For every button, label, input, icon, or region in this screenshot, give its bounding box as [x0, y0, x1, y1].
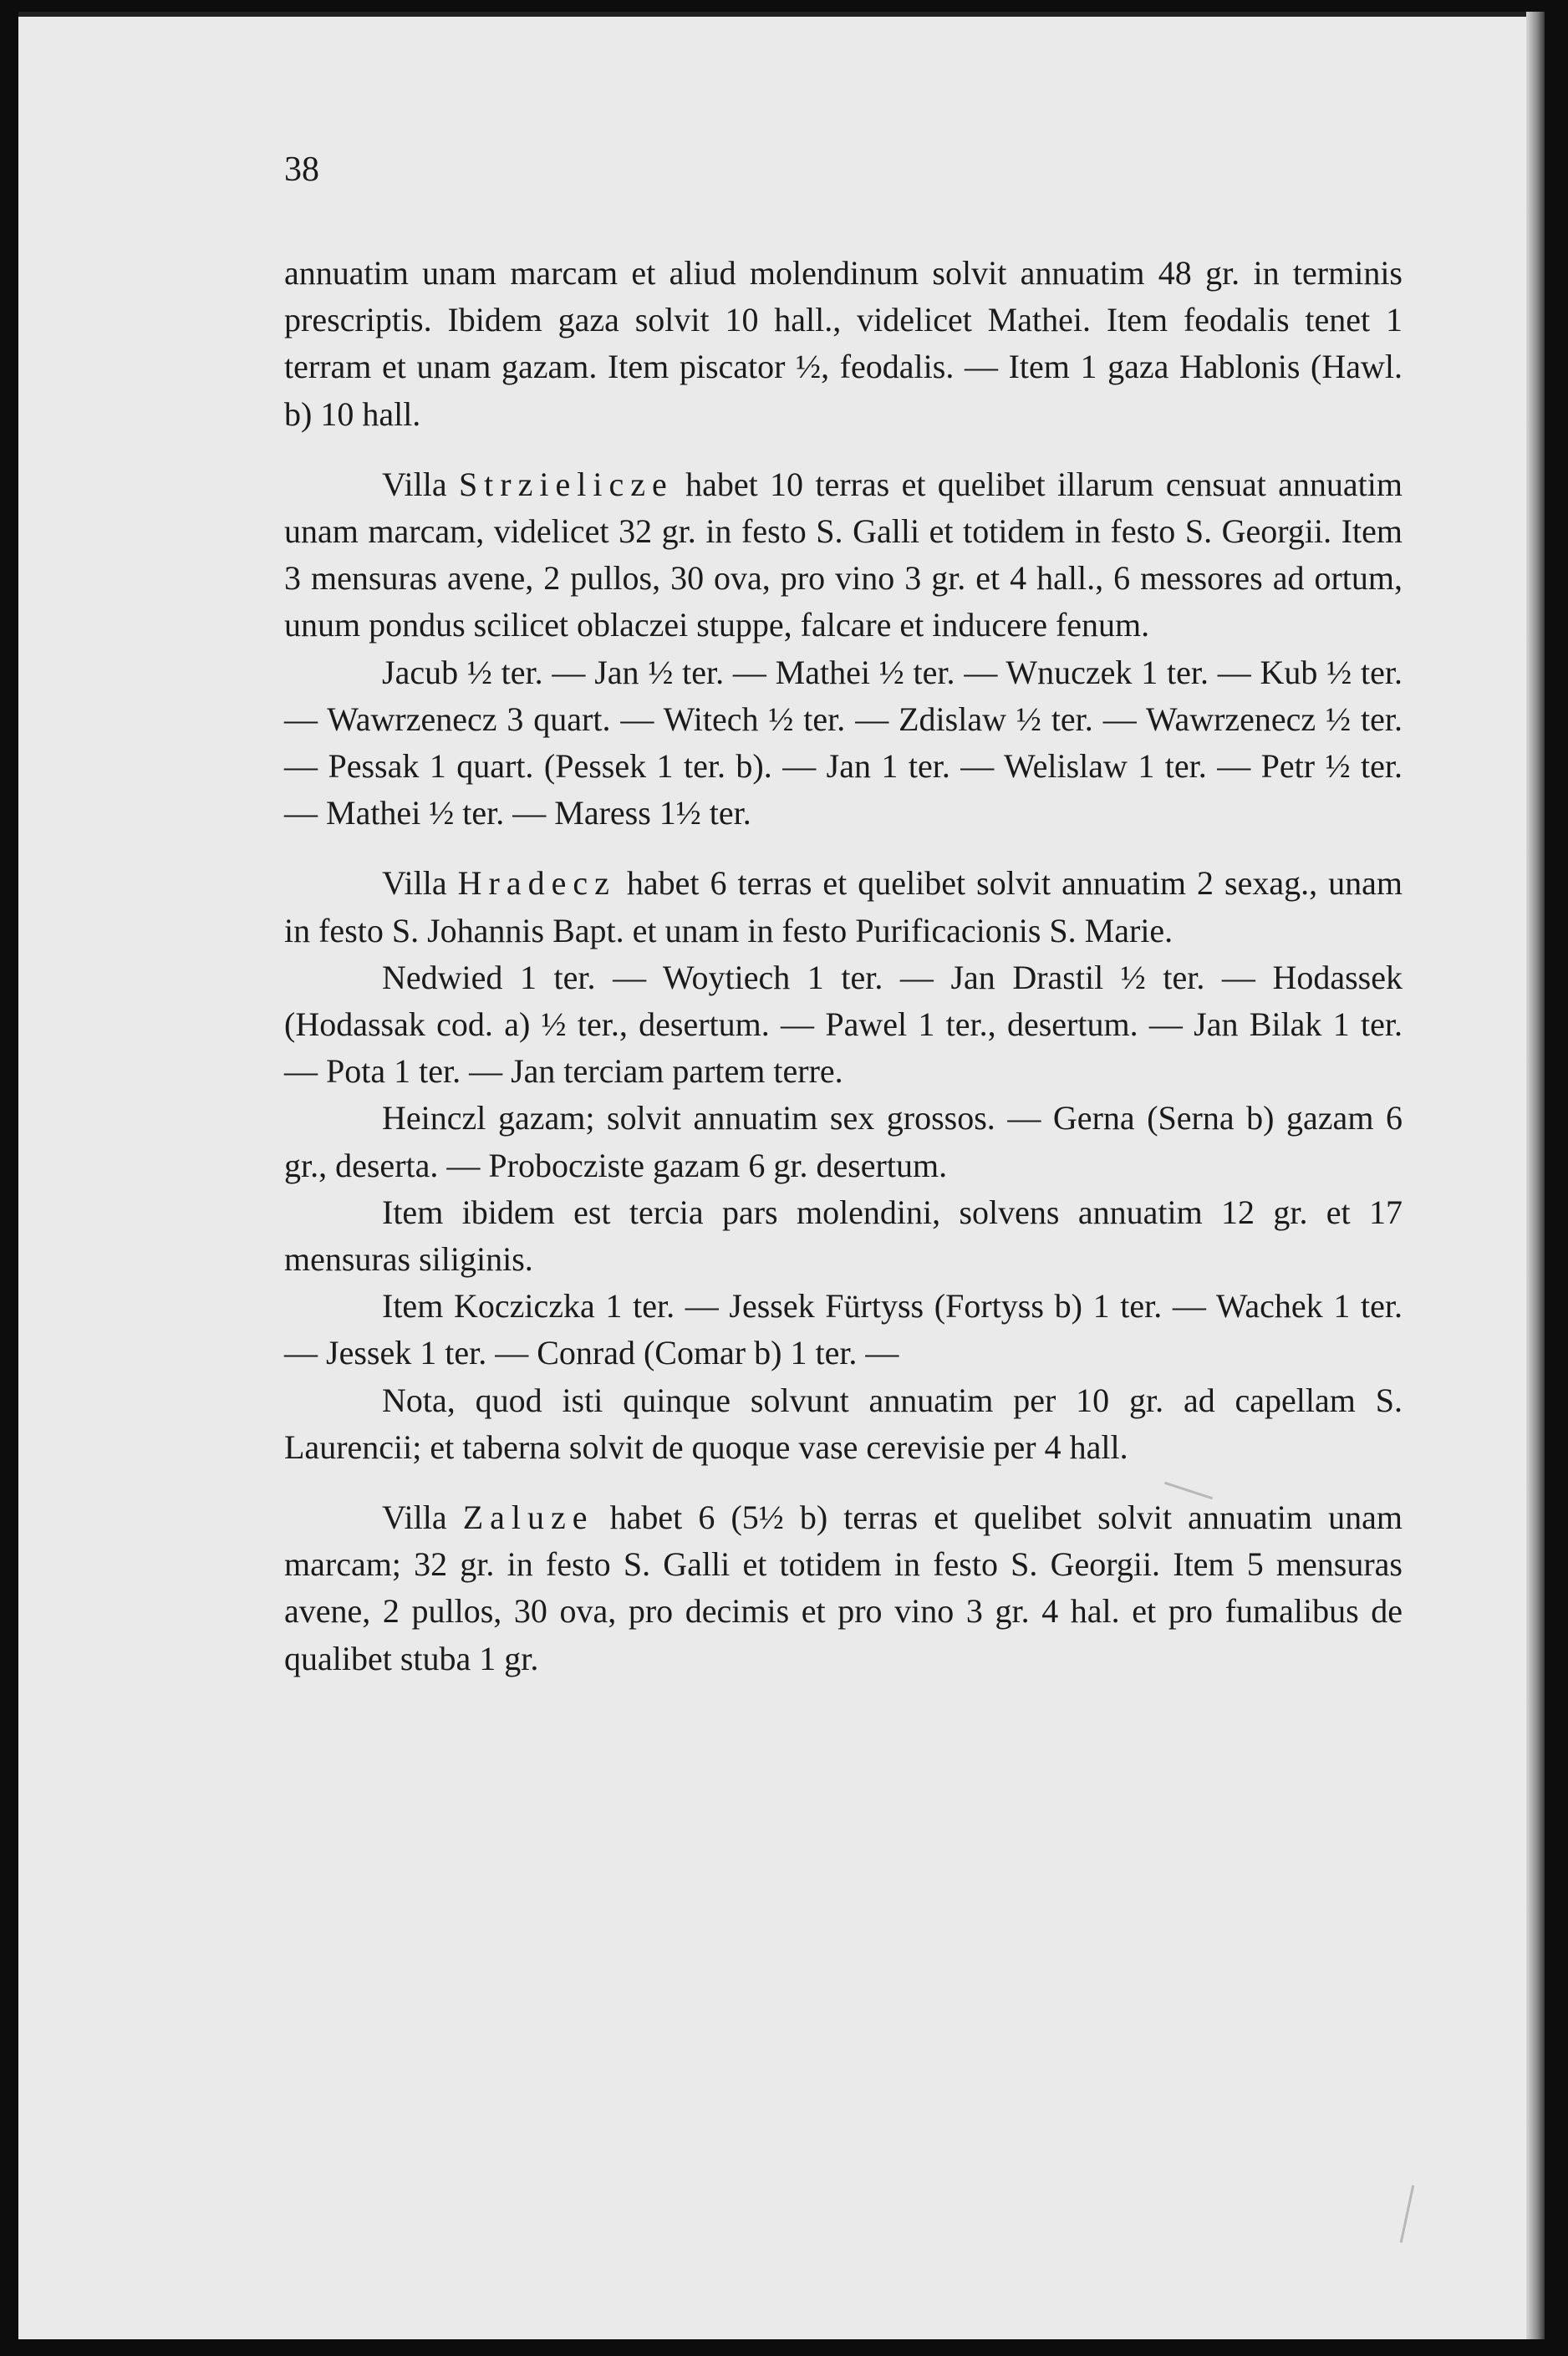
binding-edge [1526, 12, 1545, 2339]
paragraph-villa-zaluze: Villa Zaluze habet 6 (5½ b) terras et quelibet solvit annuatim unam marcam; 32 gr. in festo S. Galli et totidem in festo S. Georgii. Item 5 mensuras avene, 2 pullos, 30 ova, pro decimis et pro vino 3 gr. 4 hal. et pro fumalibus de qualibet stuba 1 gr. [284, 1499, 1403, 1677]
paragraph-kocziczka: Item Kocziczka 1 ter. — Jessek Fürtyss (Fortyss b) 1 ter. — Wachek 1 ter. — Jessek 1 ter. — Conrad (Comar b) 1 ter. — [284, 1287, 1403, 1372]
paragraph-gazam: Heinczl gazam; solvit annuatim sex grossos. — Gerna (Serna b) gazam 6 gr., deserta. — Probocziste gazam 6 gr. desertum. [284, 1099, 1403, 1184]
place-name: Zaluze [462, 1499, 594, 1537]
paragraph-tenants-strzielicze: Jacub ½ ter. — Jan ½ ter. — Mathei ½ ter. — Wnuczek 1 ter. — Kub ½ ter. — Wawrzenecz 3 quart. — Witech ½ ter. — Zdislaw ½ ter. — Wawrzenecz ½ ter. — Pessak 1 quart. (Pessek 1 ter. b). — Jan 1 ter. — Welislaw 1 ter. — Petr ½ ter. — Mathei ½ ter. — Maress 1½ ter. [284, 653, 1403, 832]
paragraph-nota: Nota, quod isti quinque solvunt annuatim per 10 gr. ad capellam S. Laurencii; et taberna solvit de quoque vase cerevisie per 4 hall. [284, 1381, 1403, 1466]
page-number: 38 [284, 150, 319, 189]
scan-speck [1400, 2185, 1414, 2242]
page-top-edge [18, 12, 1545, 17]
place-name: Strzielicze [458, 465, 674, 503]
paragraph-tenants-hradecz: Nedwied 1 ter. — Woytiech 1 ter. — Jan Drastil ½ ter. — Hodassek (Hodassak cod. a) ½ ter., desertum. — Pawel 1 ter., desertum. — Jan Bilak 1 ter. — Pota 1 ter. — Jan terciam partem terre. [284, 958, 1403, 1091]
text-block [284, 250, 1403, 1682]
scanned-page [18, 12, 1545, 2339]
paragraph-1: annuatim unam marcam et aliud molendinum solvit annuatim 48 gr. in terminis prescriptis. Ibidem gaza solvit 10 hall., videlicet Mathei. Item feodalis tenet 1 terram et unam gazam. Item piscator ½, feodalis. — Item 1 gaza Hablonis (Hawl. b) 10 hall. [284, 254, 1403, 433]
paragraph-villa-strzielicze: Villa Strzielicze habet 10 terras et quelibet illarum censuat annuatim unam marcam, videlicet 32 gr. in festo S. Galli et totidem in festo S. Georgii. Item 3 mensuras avene, 2 pullos, 30 ova, pro vino 3 gr. et 4 hall., 6 messores ad ortum, unum pondus scilicet oblaczei stuppe, falcare et inducere fenum. [284, 465, 1403, 644]
paragraph-villa-hradecz: Villa Hradecz habet 6 terras et quelibet solvit annuatim 2 sexag., unam in festo S. Johannis Bapt. et unam in festo Purificacionis S. Marie. [284, 864, 1403, 949]
paragraph-molendini: Item ibidem est tercia pars molendini, solvens annuatim 12 gr. et 17 mensuras siliginis. [284, 1193, 1403, 1279]
place-name: Hradecz [457, 864, 616, 903]
